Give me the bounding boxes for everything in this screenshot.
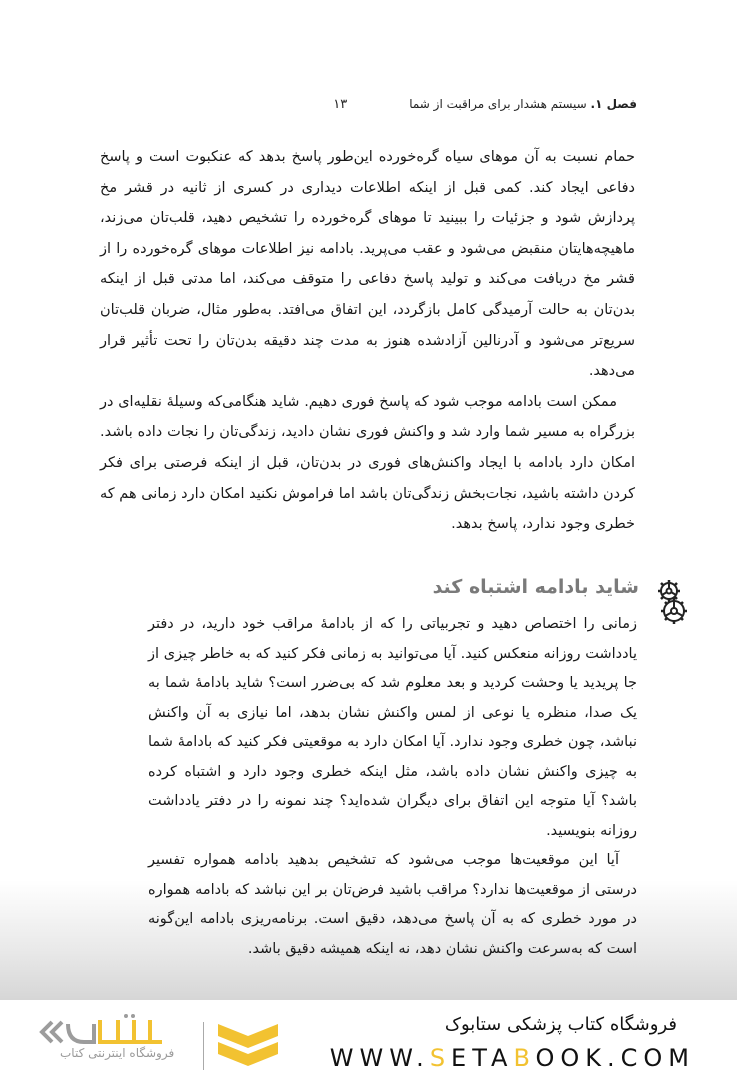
body-paragraph: ممکن است بادامه موجب شود که پاسخ فوری دهیم. شاید هنگامی‌که وسیلهٔ نقلیه‌ای در بزرگراه به مسیر شما وارد شد و واکنش فوری نشان دادید، زندگی‌تان را نجات داده باشد. امکان دارد بادامه با ایجاد واکنش‌های فوری در بدن‌تان، قبل از اینکه فرصتی برای فکر کردن داشته باشید، نجات‌بخش زندگی‌تان باشد اما فراموش نکنید امکان دارد زمانی هم که خطری وجود ندارد، پاسخ بدهد.	[100, 393, 635, 533]
store-url-link[interactable]	[330, 1044, 695, 1072]
page-number: ۱۳	[333, 96, 348, 112]
url-highlight: B	[513, 1044, 536, 1072]
chapter-title: سیستم هشدار برای مراقبت از شما	[409, 97, 587, 111]
chapter-label: فصل ۱.	[590, 97, 637, 111]
url-part: OOK.COM	[535, 1044, 695, 1072]
exercise-text	[148, 610, 637, 964]
store-name: فروشگاه کتاب پزشکی ستابوک	[444, 1014, 677, 1035]
logo-divider	[203, 1022, 204, 1070]
exercise-paragraph: زمانی را اختصاص دهید و تجربیاتی را که از بادامهٔ مراقب خود دارید، در دفتر یادداشت روزانه منعکس کنید. آیا می‌توانید به زمانی فکر کنید که به خاطر چیزی از جا پریدید یا وحشت کردید و بعد معلوم شد که بی‌ضرر است؟ شاید بادامهٔ شما به یک صدا، منظره یا نوعی از لمس واکنش نشان بدهد، اما نیازی به آن واکنش نباشد، چون خطری وجود ندارد. آیا امکان دارد به موقعیتی فکر کنید که بادامهٔ شما به چیزی واکنش نشان داده باشد، مثل اینکه خطری وجود دارد و اشتباه کرده باشد؟ آیا متوجه این اتفاق برای دیگران شده‌اید؟ چند نمونه را در دفتر یادداشت روزانه بنویسید.	[148, 616, 637, 839]
exercise-paragraph: آیا این موقعیت‌ها موجب می‌شود که تشخیص بدهید بادامه همواره تفسیر درستی از موقعیت‌ها ندارد؟ مراقب باشید فرض‌تان بر این نباشد که بادامه همواره در مورد خطری که به آن پاسخ می‌دهد، دقیق است. برنامه‌ریزی بادامه این‌گونه است که به‌سرعت واکنش نشان دهد، نه اینکه همیشه دقیق باشد.	[148, 852, 637, 957]
store-footer-banner	[0, 1000, 737, 1080]
exercise-title: شاید بادامه اشتباه کند	[432, 576, 639, 598]
url-part: ETA	[451, 1044, 514, 1072]
gears-icon	[655, 578, 689, 628]
exercise-box	[148, 570, 637, 964]
url-highlight: S	[429, 1044, 452, 1072]
main-body-text	[100, 142, 635, 540]
url-part: WWW.	[329, 1044, 430, 1072]
body-paragraph: حمام نسبت به آن موهای سیاه گره‌خورده این‌طور پاسخ بدهد که عنکبوت است و پاسخ دفاعی ایجاد کند. کمی قبل از اینکه اطلاعات دیداری در کسری از ثانیه در قشر مخ پردازش شود و جزئیات را ببینید تا موهای گره‌خورده را تشخیص دهید، قلب‌تان می‌زند، ماهیچه‌هایتان منقبض می‌شود و عقب می‌پرید. بادامه نیز اطلاعات موهای گره‌خورده را از قشر مخ دریافت می‌کند و تولید پاسخ دفاعی را متوقف می‌کند، اما مدتی قبل از اینکه بدن‌تان به حالت آرمیدگی کامل بازگردد، این اتفاق می‌افتد. به‌طور مثال، ضربان قلب‌تان سریع‌تر می‌شود و آدرنالین آزادشده هنوز به مدت چند دقیقه بدن‌تان را تحت تأثیر قرار می‌دهد.	[100, 149, 635, 380]
setabook-logo	[38, 1014, 288, 1074]
logo-subtitle: فروشگاه اینترنتی کتاب	[60, 1046, 175, 1060]
running-header	[100, 92, 637, 116]
